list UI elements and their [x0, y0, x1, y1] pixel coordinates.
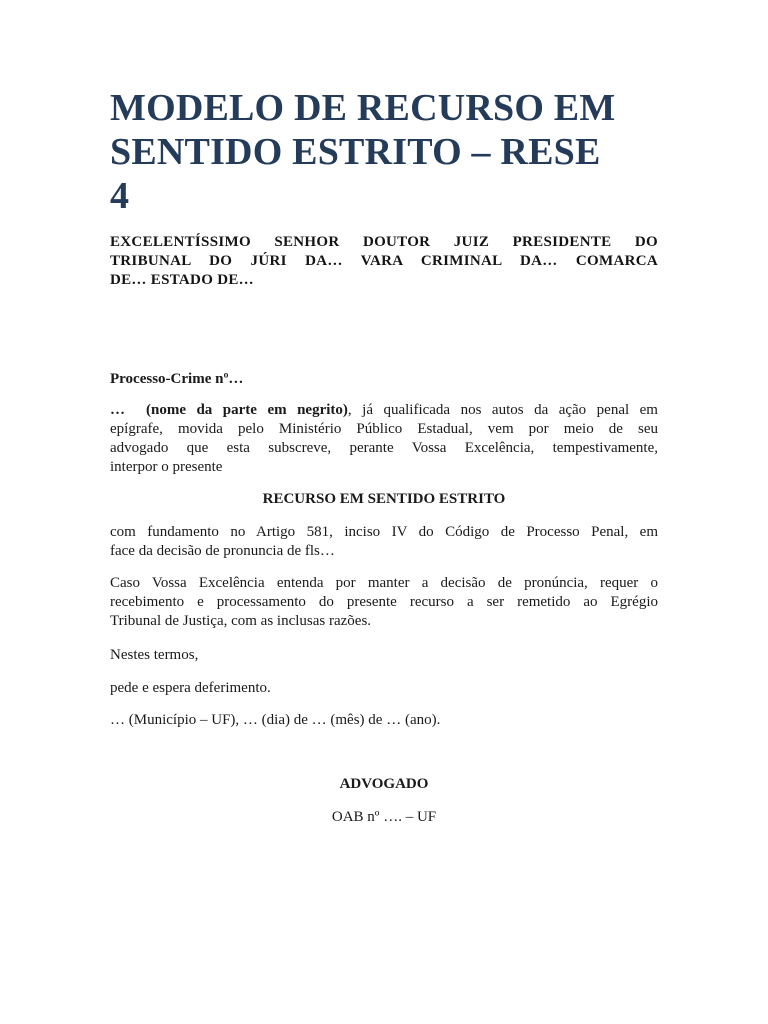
intro-line-4: interpor o presente	[110, 459, 223, 475]
addressee-line-3: DE… ESTADO DE…	[110, 272, 254, 288]
basis-line-2: face da decisão de pronuncia de fls…	[110, 543, 335, 559]
closing-request: pede e espera deferimento.	[110, 680, 271, 696]
intro-prefix: …	[110, 402, 125, 418]
appeal-heading: RECURSO EM SENTIDO ESTRITO	[262, 491, 506, 507]
request-line-2: recebimento e processamento do presente recurso a ser remetido ao Egrégio	[110, 594, 658, 610]
request-line-3: Tribunal de Justiça, com as inclusas razões.	[110, 613, 372, 629]
intro-line-1-rest: , já qualificada nos autos da ação penal em	[347, 402, 658, 418]
document-title	[110, 86, 670, 218]
title-line-1: MODELO DE RECURSO EM	[110, 87, 616, 129]
addressee-line-1: EXCELENTÍSSIMO SENHOR DOUTOR JUIZ PRESIDENTE DO	[110, 234, 658, 250]
addressee-block	[110, 233, 658, 290]
process-number-label: Processo-Crime nº…	[110, 371, 244, 387]
title-line-3: 4	[110, 175, 130, 217]
closing-terms: Nestes termos,	[110, 647, 199, 663]
request-line-1: Caso Vossa Excelência entenda por manter a decisão de pronúncia, requer o	[110, 575, 658, 591]
intro-line-2: epígrafe, movida pelo Ministério Público Estadual, vem por meio de seu	[110, 421, 658, 437]
intro-line-3: advogado que esta subscreve, perante Vossa Excelência, tempestivamente,	[110, 440, 658, 456]
signature-role: ADVOGADO	[339, 776, 429, 792]
request-paragraph	[110, 574, 658, 631]
oab-registration: OAB nº …. – UF	[331, 809, 437, 825]
title-line-2: SENTIDO ESTRITO – RESE	[110, 131, 601, 173]
intro-paragraph	[110, 401, 658, 477]
addressee-line-2: TRIBUNAL DO JÚRI DA… VARA CRIMINAL DA… COMARCA	[110, 253, 658, 269]
place-date-line: … (Município – UF), … (dia) de … (mês) de … (ano).	[110, 712, 441, 728]
basis-line-1: com fundamento no Artigo 581, inciso IV do Código de Processo Penal, em	[110, 524, 658, 540]
intro-line-1	[110, 401, 658, 420]
party-name-placeholder: (nome da parte em negrito)	[145, 402, 348, 418]
basis-paragraph	[110, 523, 658, 561]
